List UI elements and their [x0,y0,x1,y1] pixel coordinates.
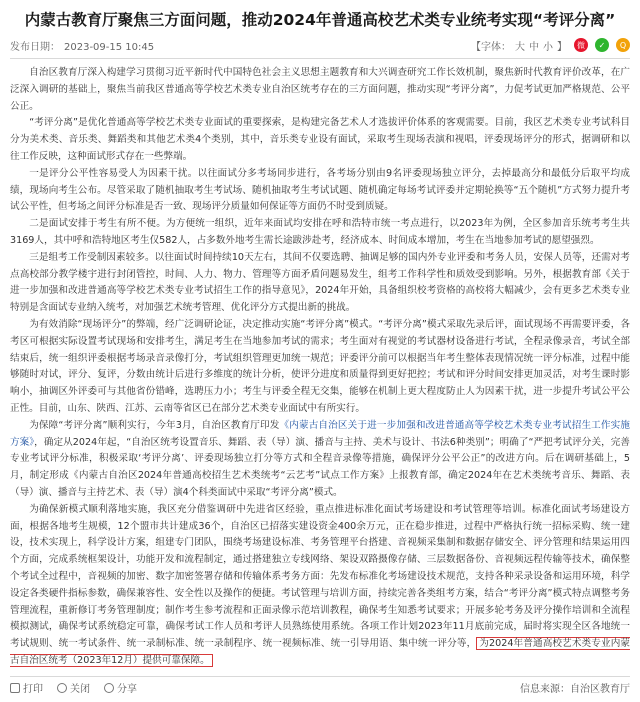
font-size-label: 【字体： [471,41,511,53]
paragraph-problem-3: 三是组考工作受制因素较多。以往面试时间持续10天左右，其间不仅要选聘、抽调足够的国内外专业评委和考务人员，安保人员等，还需对考点高校部分教学楼宇进行封闭管控，时间、人力、物力、管理等方面矛盾问题易发生，组考工作科学性和质效受到影响。另外，根据教育部《关于进一步加强和改进普通高等学校艺术类专业考试招生工作的指导意见》，2024年开始，具备组织校考资格的高校将大幅减少，会有更多艺术类专业特别是含面试专业纳入统考，对加强艺术统考管理、优化评分方式提出新的挑战。 [10,251,630,314]
close-icon [57,683,67,693]
qq-icon[interactable]: Q [616,38,630,52]
info-source: 信息来源：自治区教育厅 [520,684,630,695]
close-label: 关闭 [70,684,90,695]
publish-label: 发布日期： [10,41,60,53]
paragraph-intro: 自治区教育厅深入构建学习贯彻习近平新时代中国特色社会主义思想主题教育和大兴调查研究工作长效机制，聚焦新时代教育评价改革，在广泛深入调研的基础上，聚焦当前我区普通高等学校艺术类专业自治区统考存在的三方面问题，推动实现“考评分离”，力促考试更加严格规范、公平公正。 [10,67,630,112]
paragraph-problem-2: 二是面试安排于考生有所不便。为方便统一组织，近年来面试均安排在呼和浩特市统一考点进行，以2023年为例，全区参加音乐统考考生共3169人，其中呼和浩特地区考生仅582人，占多数外地考生需长途跋涉赴考，经济成本、时间成本增加，考生在当地参加考试的愿望强烈。 [10,218,630,246]
printer-icon [10,683,20,693]
font-small-button[interactable]: 小 [543,41,553,53]
publish-date: 2023-09-15 10:45 [64,41,155,53]
implementation-text: 为确保新模式顺利落地实施，我区充分借鉴调研中先进省区经验，重点推进标准化面试考场建设和考试管理等培训。标准化面试考场建设方面，根据各地考生规模，12个盟市共计建成36个，自治区已招落实建设资金400余万元，正在稳步推进，过程中严格执行统一招标采购、统一建设，技术实现上，科学设计方案，组建专门团队，围绕考场建设标准、考务管理平台搭建、音视频采集制和数据存储安全、评分管理和结果运用四个方面，完成系统框架设计，功能开发和流程制定，通过搭建独立专线网络、架设双路摄像存储、三层数据备份、音视频远程传输等技术，确保整个考试全过程中，音视频的加密、数字加密签署存储和传输体系考务方面：先发布标准化考场建设技术规范，支持各种采录设备和运用环境，科学设定各类硬件指标参数，确保兼容性、安全性以及操作的便捷。考试管理与培训方面，持续完善各类组考方案，结合“考评分离”模式特点调整考务管理流程，重新修订考务管理制度；制作考生参考流程和正面录像示范培训教程，确保考生知悉考试要求；开展多轮考务及评分操作培训和全流程模拟测试，确保考试系统稳定可靠，确保考试工作人员和考评人员熟练使用系统。各项工作计划2023年11月底前完成，届时将实现全区各地统一考试规则、统一考试条件、统一录制标准、统一录制程序、统一视频标准、统一引导用语、集中统一评分等， [10,503,630,650]
print-label: 打印 [23,684,43,695]
publish-info [10,38,158,53]
weibo-icon[interactable]: 微 [574,38,588,52]
font-medium-button[interactable]: 中 [529,41,539,53]
article-meta-bar [10,34,630,56]
highlighted-conclusion: 为2024年普通高校艺术类专业内蒙古自治区统考（2023年12月）提供可靠保障。 [10,638,630,666]
paragraph-solution: 为有效消除“现场评分”的弊端，经广泛调研论证，决定推动实施“考评分离”模式。“考评分离”模式采取先录后评，面试现场不再需要评委，各考区可根据实际设置考试现场和安排考生，满足考生在当地参加考试的需求；考生面对有视觉的考试器材设备进行考试，全程录像录音，考试全部结束后，统一组织评委根据考场录音录像打分，考试组织管理更加统一规范；评委评分前可以根据当年考生整体表现情况统一评分标准，过程中能够随时对试，评分、复评，分数由统计后进行多维度的统计分析，使评分进度和质量得到更好把控；考试和评分时间安排更加灵活，对考生课时影响小，抽调区外评委可与其他省份错峰，选聘压力小；考生与评委全程无交集，能够在机制上更大程度防止人为因素干扰，进一步提升考试公平公正性。目前，山东、陕西、江苏、云南等省区已在部分艺术类专业面试中有所实行。 [10,318,630,414]
paragraph-problem-1: 一是评分公平性容易受人为因素干扰。以往面试分多考场同步进行，各考场分别由9名评委现场独立评分，去掉最高分和最低分后取平均成绩，现场向考生公布。尽管采取了随机抽取考生考试场、随机抽取考生考试试题、随机确定每场考试评委并定期轮换等“五个随机”方式努力提升考试公平性，但考场之间评分标准是否一致、现场评分质量如何保证等方面仍不时受到质疑。 [10,167,630,213]
close-button[interactable] [57,680,90,695]
article-title: 内蒙古教育厅聚焦三方面问题，推动2024年普通高校艺术类专业统考实现“考评分离” [24,11,616,29]
font-large-button[interactable]: 大 [515,41,525,53]
policy-document-link[interactable]: 《内蒙古自治区关于进一步加强和改进普通高等学校艺术类专业考试招生工作实施方案》 [10,419,631,448]
article-footer [10,676,630,698]
divider [10,58,630,59]
share-label: 分享 [117,684,137,695]
article-body [10,65,630,670]
paragraph-policy [10,418,630,502]
wechat-icon[interactable]: ✓ [595,38,609,52]
policy-text-before: 为保障“考评分离”顺利实行，今年3月，自治区教育厅印发 [29,419,280,431]
share-icon [104,683,114,693]
policy-text-after: ，确定从2024年起，“自治区统考设置音乐、舞蹈、表（导）演、播音与主持、美术与设计、书法6种类别”；明确了“严把考试评分关，完善专业考试评分标准，积极采取‘考评分离’、评委现场独立打分等方式和全程音录像等措施，确保评分公平公正”的改进方向。后在调研基础上，5月，制定形成《内蒙古自治区2024年普通高校招生艺术类统考“云艺考”试点工作方案》上报教育部，确定2024年在艺术类统考音乐、舞蹈、表（导）演、播音与主持艺术、表（导）演4个科类面试中采取“考评分离”模式。 [10,436,631,498]
print-button[interactable] [10,680,43,695]
font-size-label-end: 】 [557,41,567,53]
meta-tools [471,38,630,53]
share-button[interactable] [104,680,137,695]
footer-actions [10,680,137,695]
paragraph-background: “考评分离”是优化普通高等学校艺术类专业面试的重要探索，是构建完备艺术人才选拔评价体系的客观需要。目前，我区艺术类专业考试科目分为美术类、音乐类、舞蹈类和其他艺术类4个类别，其中，音乐类专业设有面试，采取考生现场表演和视唱，评委现场评分的形式，据调研和以往工作反映，这种面试形式存在一些弊端。 [10,117,630,162]
paragraph-implementation [10,502,630,670]
